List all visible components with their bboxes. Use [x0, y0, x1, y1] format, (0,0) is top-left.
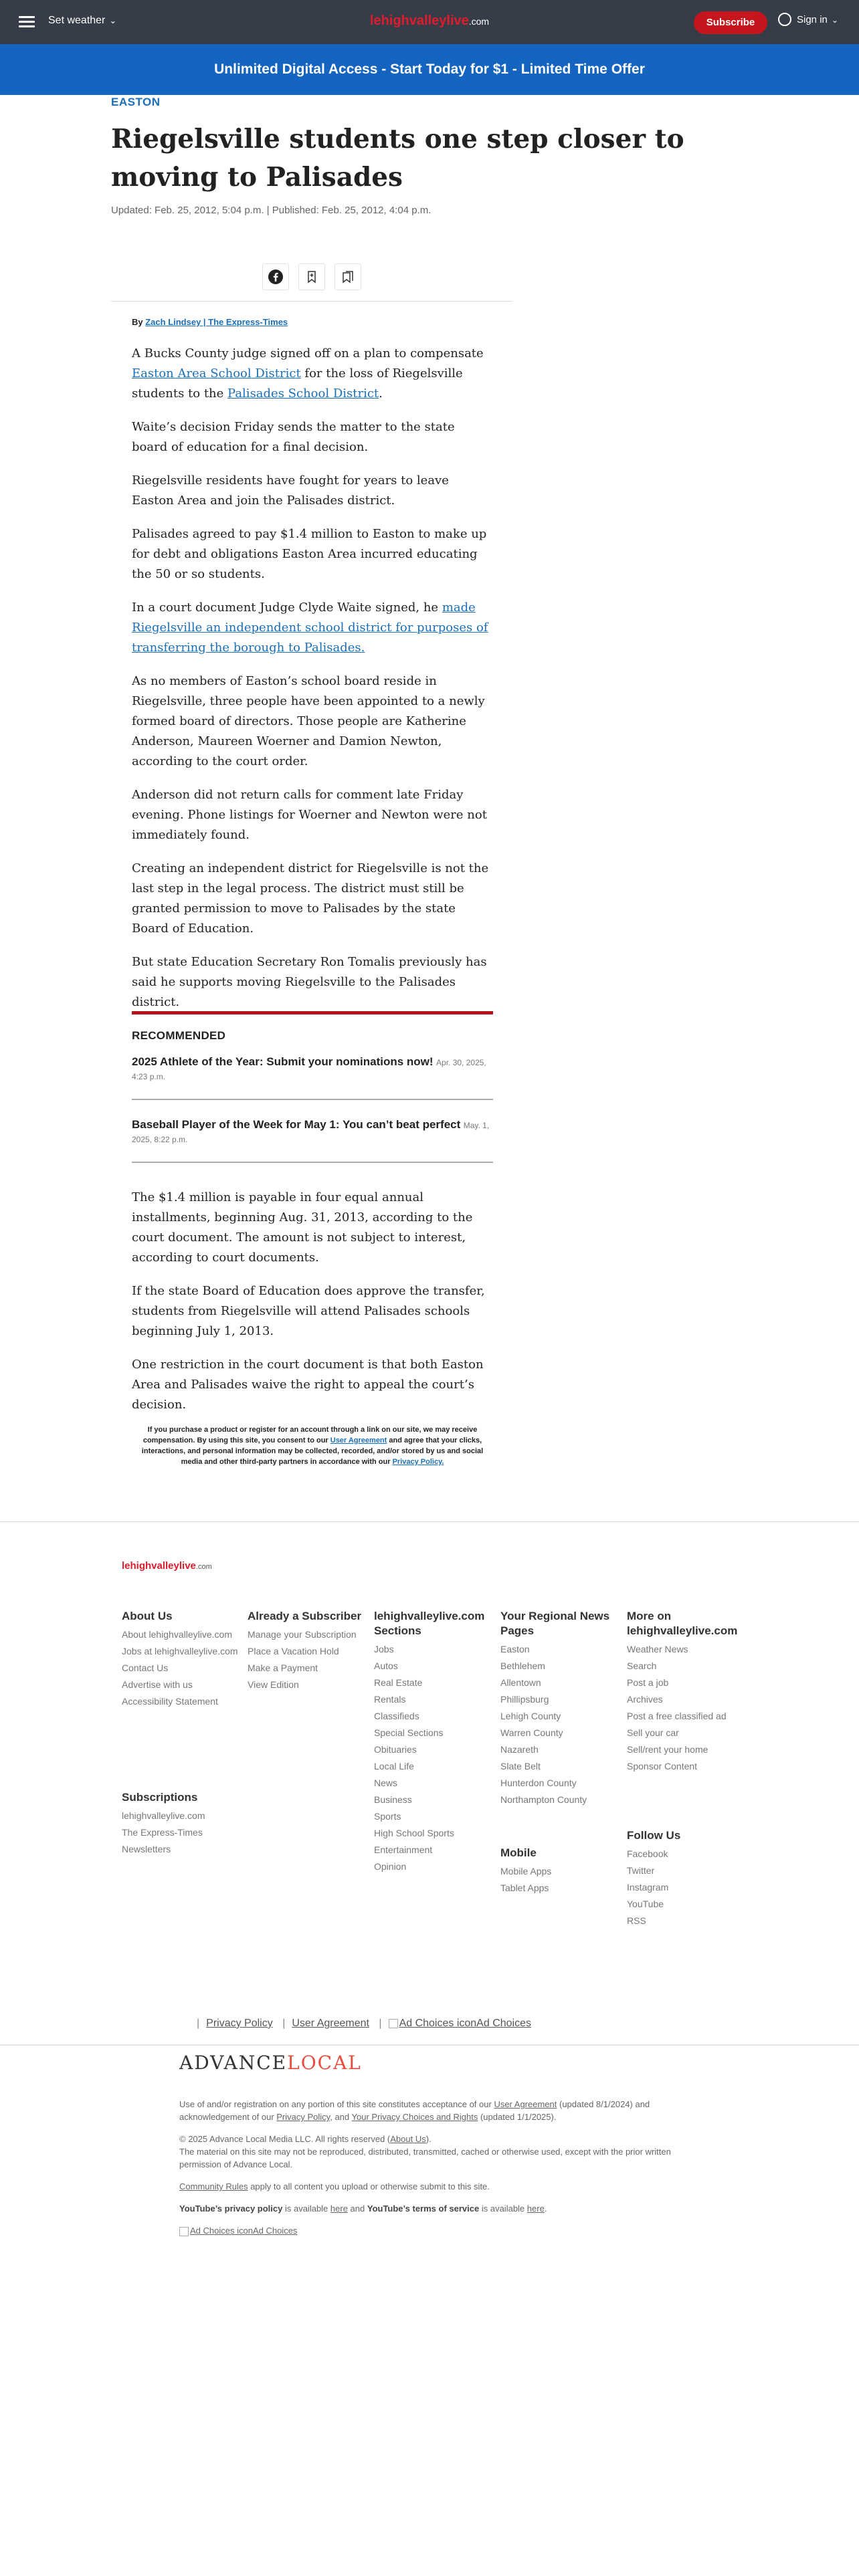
- sign-in-label: Sign in: [797, 13, 828, 25]
- article-paragraph: One restriction in the court document is that both Easton Area and Palisades waive the right to appeal the court’s decision.: [132, 1358, 484, 1412]
- footer-column-subscriptions: [122, 1790, 242, 1859]
- byline: [132, 317, 288, 327]
- footer-column-mobile: [500, 1846, 621, 1898]
- footer-link[interactable]: Facebook: [627, 1848, 668, 1859]
- footer-link[interactable]: Northampton County: [500, 1794, 587, 1805]
- footer-link[interactable]: Easton: [500, 1644, 530, 1654]
- footer-column-title: Your Regional News Pages: [500, 1610, 610, 1637]
- recommended-item-date: May. 1, 2025, 8:22 p.m.: [132, 1121, 490, 1144]
- footer-link[interactable]: Tablet Apps: [500, 1883, 549, 1893]
- footer-link[interactable]: Bethlehem: [500, 1660, 545, 1671]
- footer-link[interactable]: lehighvalleylive.com: [122, 1810, 205, 1821]
- footer-column-sections: [374, 1609, 494, 1876]
- promo-banner[interactable]: Unlimited Digital Access - Start Today for $1 - Limited Time Offer: [0, 44, 859, 95]
- ad-choices-icon: [389, 2019, 398, 2028]
- footer-link[interactable]: Search: [627, 1660, 657, 1671]
- facebook-share-button[interactable]: [262, 263, 289, 290]
- footer-link[interactable]: Make a Payment: [248, 1662, 318, 1673]
- chevron-down-icon: ⌄: [831, 15, 838, 25]
- text-segment: The material on this site may not be reproduced, distributed, transmitted, cached or otherwise used, except with the prior written permission of Advance Local.: [179, 2147, 671, 2169]
- legal-paragraph: [179, 2202, 688, 2215]
- recommended-item-title[interactable]: 2025 Athlete of the Year: Submit your nominations now!: [132, 1055, 434, 1068]
- text-segment: (updated 8/1/2024) and acknowledgement of our: [179, 2099, 650, 2122]
- legal-paragraph: [179, 2098, 688, 2123]
- footer-column-title: Already a Subscriber: [248, 1610, 362, 1622]
- separator: |: [282, 2018, 286, 2029]
- legal-paragraph: [179, 2180, 688, 2193]
- saved-list-icon: [341, 270, 355, 284]
- byline-prefix: By: [132, 317, 146, 327]
- text-segment: YouTube’s privacy policy: [179, 2204, 283, 2214]
- facebook-icon: [268, 269, 284, 285]
- footer-link[interactable]: Classifieds: [374, 1711, 419, 1721]
- advance-logo-local: LOCAL: [287, 2052, 362, 2074]
- weather-label: Set weather: [48, 15, 106, 26]
- footer-logo[interactable]: [122, 1560, 212, 1572]
- article-paragraph: Waite’s decision Friday sends the matter to the state board of education for a final decision.: [132, 420, 455, 454]
- footer-link[interactable]: About lehighvalleylive.com: [122, 1629, 232, 1640]
- footer-link[interactable]: Rentals: [374, 1694, 406, 1705]
- community-rules-link[interactable]: Community Rules: [179, 2181, 248, 2191]
- article-paragraph: As no members of Easton’s school board reside in Riegelsville, three people have been appointed to a newly formed board of directors. Those people are Katherine Anderson, Maureen Woerner and Damion Newton, according to the court order.: [132, 674, 485, 768]
- text-segment: ).: [425, 2134, 432, 2144]
- text-segment: and agree that your clicks, interactions, and personal information may be collected, recorded, and/or stored by us and social media and other third-party partners in accordance with our: [141, 1436, 484, 1466]
- privacy-choices-link[interactable]: Your Privacy Choices and Rights: [351, 2112, 478, 2122]
- footer-link[interactable]: Weather News: [627, 1644, 688, 1654]
- footer-link[interactable]: Mobile Apps: [500, 1866, 552, 1876]
- user-agreement-link[interactable]: User Agreement: [292, 2018, 369, 2029]
- bookmark-plus-icon: [305, 270, 318, 284]
- footer-link[interactable]: Instagram: [627, 1882, 669, 1893]
- text-segment: apply to all content you upload or otherwise submit to this site.: [248, 2181, 490, 2191]
- article-paragraph: [132, 344, 493, 404]
- recommended-title: RECOMMENDED: [132, 1029, 226, 1042]
- text-segment: is available: [282, 2204, 330, 2214]
- article-paragraph: Creating an independent district for Riegelsville is not the last step in the legal process. The district must still be granted permission to move to Palisades by the state Board of Education.: [132, 861, 489, 936]
- subscribe-button[interactable]: Subscribe: [694, 11, 767, 34]
- logo-tld: .com: [468, 16, 490, 27]
- article-dateline: Updated: Feb. 25, 2012, 5:04 p.m. | Published: Feb. 25, 2012, 4:04 p.m.: [111, 205, 432, 216]
- footer-link[interactable]: Warren County: [500, 1727, 563, 1738]
- footer-link[interactable]: Local Life: [374, 1761, 414, 1772]
- youtube-privacy-link[interactable]: here: [330, 2204, 348, 2214]
- article-paragraph: Anderson did not return calls for comment late Friday evening. Phone listings for Woerner and Newton were not immediately found.: [132, 788, 487, 842]
- advance-local-logo[interactable]: [179, 2052, 362, 2074]
- footer-link[interactable]: News: [374, 1778, 398, 1788]
- footer-column-about: [122, 1609, 242, 1711]
- footer-link[interactable]: Sponsor Content: [627, 1761, 698, 1772]
- footer-link[interactable]: Archives: [627, 1694, 663, 1705]
- article-paragraph: If the state Board of Education does approve the transfer, students from Riegelsville will attend Palisades schools beginning July 1, 2013.: [132, 1284, 485, 1338]
- footer-column-follow: [627, 1828, 747, 1931]
- separator: |: [379, 2018, 382, 2029]
- footer-link[interactable]: Special Sections: [374, 1727, 444, 1738]
- footer-link[interactable]: View Edition: [248, 1679, 299, 1690]
- article-paragraph: Palisades agreed to pay $1.4 million to Easton to make up for debt and obligations Easton Area incurred educating the 50 or so students.: [132, 527, 487, 581]
- legal-paragraph: [179, 2224, 688, 2237]
- footer-link[interactable]: RSS: [627, 1915, 646, 1926]
- footer-column-more: [627, 1609, 747, 1776]
- footer-link[interactable]: Real Estate: [374, 1677, 423, 1688]
- footer-link[interactable]: YouTube: [627, 1899, 664, 1909]
- legal-text: [179, 2098, 688, 2246]
- affiliate-disclaimer: [132, 1424, 493, 1467]
- text-segment: © 2025 Advance Local Media LLC. All rights reserved (: [179, 2134, 391, 2144]
- text-segment: .: [544, 2204, 547, 2214]
- footer-logo-text: lehighvalleylive: [122, 1560, 196, 1572]
- article-paragraph: Riegelsville residents have fought for years to leave Easton Area and join the Palisades district.: [132, 473, 449, 508]
- footer-link[interactable]: Autos: [374, 1660, 398, 1671]
- text-segment: is available: [479, 2204, 527, 2214]
- bookmark-button[interactable]: [298, 263, 325, 290]
- legal-paragraph: [179, 2133, 688, 2171]
- footer-link[interactable]: Jobs at lehighvalleylive.com: [122, 1646, 238, 1656]
- about-us-link[interactable]: About Us: [390, 2134, 426, 2144]
- footer-link[interactable]: Allentown: [500, 1677, 541, 1688]
- footer-link[interactable]: Place a Vacation Hold: [248, 1646, 339, 1656]
- footer-column-title: Follow Us: [627, 1829, 681, 1842]
- footer-legal-links: [190, 2018, 531, 2030]
- footer-logo-tld: .com: [195, 1563, 212, 1571]
- footer-link[interactable]: Nazareth: [500, 1744, 539, 1755]
- recommended-item[interactable]: [132, 1116, 493, 1163]
- recommended-item-date: Apr. 30, 2025, 4:23 p.m.: [132, 1058, 486, 1081]
- text-segment: Use of and/or registration on any portion of this site constitutes acceptance of our: [179, 2099, 494, 2109]
- sign-in-button[interactable]: [778, 13, 838, 27]
- footer-link[interactable]: Sell your car: [627, 1727, 679, 1738]
- text-segment: A Bucks County judge signed off on a plan to compensate: [132, 346, 484, 360]
- footer-column-regional: [500, 1609, 621, 1810]
- footer-link[interactable]: Entertainment: [374, 1844, 433, 1855]
- section-link[interactable]: EASTON: [111, 96, 161, 108]
- advance-divider: [0, 2044, 859, 2046]
- footer-link[interactable]: Contact Us: [122, 1662, 169, 1673]
- footer-column-title: More on lehighvalleylive.com: [627, 1610, 738, 1637]
- article-body-bottom: [132, 1188, 493, 1415]
- recommended-item-title[interactable]: Baseball Player of the Week for May 1: You can’t beat perfect: [132, 1118, 461, 1131]
- footer-link[interactable]: Accessibility Statement: [122, 1696, 218, 1707]
- article-paragraph: [132, 598, 493, 658]
- footer-link[interactable]: High School Sports: [374, 1828, 454, 1838]
- advance-logo-text: ADVANCE: [179, 2052, 288, 2074]
- footer-link[interactable]: Business: [374, 1794, 412, 1805]
- article-paragraph: But state Education Secretary Ron Tomalis previously has said he supports moving Riegelsville to the Palisades district.: [132, 955, 487, 1009]
- privacy-policy-link[interactable]: Privacy Policy: [206, 2018, 273, 2029]
- share-toolbar: [111, 263, 512, 302]
- footer-link[interactable]: Hunterdon County: [500, 1778, 577, 1788]
- footer-link[interactable]: Opinion: [374, 1861, 407, 1872]
- footer-link[interactable]: Newsletters: [122, 1844, 171, 1854]
- text-segment: .: [379, 387, 383, 401]
- text-segment: for the loss of Riegelsville students to the: [132, 366, 463, 401]
- text-segment: , and: [330, 2112, 352, 2122]
- logo-text: lehighvalleylive: [369, 13, 469, 28]
- ad-choices-icon: [179, 2227, 189, 2236]
- footer-divider: [0, 1521, 859, 1522]
- article-paragraph: The $1.4 million is payable in four equal annual installments, beginning Aug. 31, 2013, according to the court document. The amount is not subject to interest, according to court documents.: [132, 1190, 473, 1265]
- chevron-down-icon: ⌄: [109, 15, 117, 25]
- text-segment: and: [347, 2204, 367, 2214]
- text-segment: (updated 1/1/2025).: [478, 2112, 557, 2122]
- footer-link[interactable]: Post a job: [627, 1677, 669, 1688]
- ad-choices-link[interactable]: Ad Choices iconAd Choices: [399, 2018, 531, 2029]
- independent-district-link[interactable]: made Riegelsville an independent school district for purposes of transferring the borough to Palisades.: [132, 601, 488, 655]
- footer-link[interactable]: Sell/rent your home: [627, 1744, 708, 1755]
- separator: |: [197, 2018, 200, 2029]
- footer-link[interactable]: Twitter: [627, 1865, 655, 1876]
- privacy-policy-link[interactable]: Privacy Policy.: [392, 1458, 444, 1466]
- user-agreement-link[interactable]: User Agreement: [330, 1436, 387, 1444]
- palisades-link[interactable]: Palisades School District: [227, 387, 379, 401]
- footer-link[interactable]: Obituaries: [374, 1744, 417, 1755]
- footer-link[interactable]: Manage your Subscription: [248, 1629, 357, 1640]
- text-segment: If you purchase a product or register for an account through a link on our site, we may receive compensation. By using this site, you consent to our: [142, 1426, 478, 1444]
- footer-column-title: Subscriptions: [122, 1791, 198, 1804]
- text-segment: In a court document Judge Clyde Waite signed, he: [132, 601, 442, 615]
- text-segment: YouTube’s terms of service: [367, 2204, 480, 2214]
- footer-column-title: lehighvalleylive.com Sections: [374, 1610, 485, 1637]
- ad-choices-link[interactable]: Ad Choices iconAd Choices: [190, 2226, 298, 2236]
- footer-link[interactable]: Slate Belt: [500, 1761, 541, 1772]
- user-icon: [778, 13, 791, 26]
- article-headline: Riegelsville students one step closer to moving to Palisades: [111, 124, 684, 193]
- saved-articles-button[interactable]: [335, 263, 361, 290]
- footer-column-subscriber: [248, 1609, 368, 1695]
- footer-link[interactable]: Jobs: [374, 1644, 394, 1654]
- recommended-item[interactable]: [132, 1053, 493, 1100]
- top-navigation-bar: [0, 0, 859, 44]
- recommended-module: [132, 1011, 493, 1163]
- footer-column-title: About Us: [122, 1610, 173, 1622]
- privacy-policy-link[interactable]: Privacy Policy: [276, 2112, 330, 2122]
- youtube-terms-link[interactable]: here: [527, 2204, 545, 2214]
- footer-link[interactable]: Advertise with us: [122, 1679, 193, 1690]
- footer-link[interactable]: Post a free classified ad: [627, 1711, 727, 1721]
- footer-link[interactable]: Sports: [374, 1811, 401, 1822]
- footer-link[interactable]: Phillipsburg: [500, 1694, 549, 1705]
- article-body-top: [132, 344, 493, 1012]
- user-agreement-link[interactable]: User Agreement: [494, 2099, 557, 2109]
- footer-link[interactable]: Lehigh County: [500, 1711, 561, 1721]
- author-link[interactable]: Zach Lindsey | The Express-Times: [145, 317, 288, 327]
- footer-column-title: Mobile: [500, 1846, 537, 1859]
- easton-area-link[interactable]: Easton Area School District: [132, 366, 301, 381]
- footer-link[interactable]: The Express-Times: [122, 1827, 203, 1838]
